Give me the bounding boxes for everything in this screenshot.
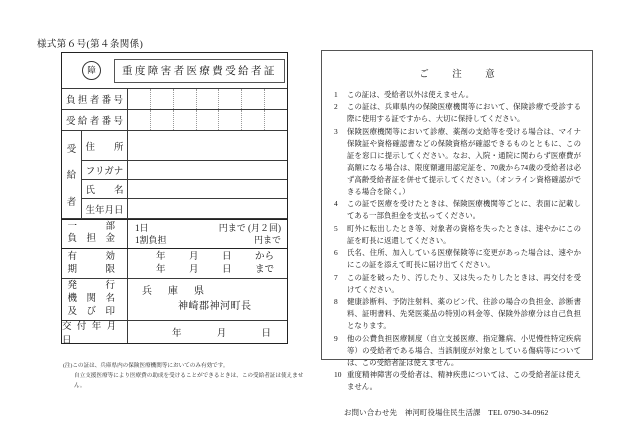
issue-date-value[interactable]: 年 月 日 (172, 329, 271, 339)
notice-item-number: 5 (334, 223, 338, 233)
issuer-mayor: 神崎郡神河町長 (178, 301, 252, 312)
notice-item (333, 223, 581, 247)
footnote-2: 自立支援医療等により医療費の助成を受けることができるときは、この受給者証は使えません。 (74, 372, 304, 389)
payer-number-value[interactable] (128, 89, 287, 109)
contact-info: お問い合わせ先 神河町役場住民生活課 TEL 0790-34-0962 (344, 408, 549, 418)
recipient-address-row (82, 131, 287, 161)
birthdate-label: 生年月日 (82, 199, 128, 218)
validity-to-row: 年 月 日 まで (156, 264, 274, 275)
issuer-value (128, 279, 287, 320)
notice-item-number: 1 (334, 90, 338, 99)
name-label: 氏 名 (82, 180, 128, 198)
copayment-row (62, 219, 287, 249)
name-value[interactable] (128, 180, 287, 198)
certificate-title: 重度障害者医療費受給者証 (114, 59, 285, 83)
notice-item-text: 保険医療機関等において診療、薬剤の支給等を受ける場合は、マイナ保険証や資格確認書などの保険資格が確認できるものとともに、この証を窓口に提示してください。なお、入院・通院に関わらず医療費が高額になる場合は、限度額適用認定証を、70歳から74歳の受給者は必ず高齢受給者証を併せて提示してください。（オンライン資格確認ができる場合を除く。） (347, 126, 581, 196)
issuer-label: 発 行 機 関 名 及 び 印 (62, 279, 128, 320)
copayment-label: 一 部 負 担 金 (62, 220, 128, 248)
address-value[interactable] (128, 131, 287, 160)
recipient-block (62, 131, 287, 219)
notice-item-number: 2 (334, 102, 338, 112)
grid-cell[interactable] (242, 89, 265, 109)
recipient-furigana-row (82, 161, 287, 180)
notice-item (333, 369, 581, 393)
grid-cell[interactable] (242, 110, 265, 130)
certificate-table (61, 52, 288, 344)
issue-date-row (62, 321, 287, 346)
grid-cell[interactable] (151, 89, 174, 109)
notice-item (333, 272, 581, 296)
grid-cell[interactable] (128, 110, 151, 130)
notice-item-text: この証は、兵庫県内の保険医療機関等において、保険診療で受診する際に使用する証ですから、大切に保持してください。 (347, 102, 581, 124)
notice-item (333, 126, 581, 198)
notice-item-text: 他の公費負担医療制度（自立支援医療、指定難病、小児慢性特定疾病等）の受給者である場合、当該制度が対象としている傷病等については、この受給者証は使えません。 (347, 333, 581, 367)
copayment-line-2: 1割負担 円まで (135, 235, 281, 245)
notice-item-number: 8 (334, 297, 338, 307)
footnote-1: (注)この証は、兵庫県内の保険医療機関等においてのみ有効です。 (63, 363, 229, 369)
issuer-prefecture: 兵 庫 県 (142, 286, 207, 297)
recipient-side-label: 受 給 者 (62, 131, 82, 218)
copayment-value[interactable] (128, 220, 287, 248)
copayment-line-1: 1日 円まで (月２回) (135, 222, 281, 233)
notice-item-number: 10 (334, 370, 342, 380)
notice-item-text: 重度精神障害の受給者は、精神疾患については、この受給者証は使えません。 (347, 370, 581, 392)
grid-cell[interactable] (265, 110, 287, 130)
recipient-number-label: 受 給 者 番 号 (62, 110, 128, 130)
notice-title: ご 注 意 (419, 70, 502, 80)
form-number: 様式第６号(第４条関係) (37, 40, 144, 50)
grid-cell[interactable] (197, 110, 220, 130)
grid-cell[interactable] (174, 110, 197, 130)
notice-item-number: 4 (334, 199, 338, 209)
notice-item-number: 9 (334, 333, 338, 343)
recipient-name-row (82, 180, 287, 199)
notice-item (333, 333, 581, 369)
validity-row (62, 249, 287, 279)
notice-item-text: 町外に転出したとき等、対象者の資格を失ったときは、速やかにこの証を町長に返還してください。 (347, 223, 581, 245)
validity-value[interactable] (128, 249, 296, 278)
recipient-fields (82, 131, 287, 218)
footnotes (63, 362, 313, 391)
notice-item-number: 7 (334, 272, 338, 282)
furigana-label: フリガナ (82, 161, 128, 179)
grid-cell[interactable] (219, 89, 242, 109)
payer-number-label: 負 担 者 番 号 (62, 89, 128, 109)
payer-number-grid (128, 89, 287, 109)
notice-item (333, 101, 581, 125)
notice-item-text: 健康診断料、予防注射料、薬のビン代、往診の場合の負担金、診断書料、証明書料、先発医薬品の特別の料金等、保険外診療分は自己負担となります。 (347, 297, 581, 331)
grid-cell[interactable] (174, 89, 197, 109)
notice-item-text: この証は、受給者以外は使えません。 (347, 90, 474, 99)
grid-cell[interactable] (151, 110, 174, 130)
grid-cell[interactable] (219, 110, 242, 130)
recipient-birthdate-row (82, 199, 287, 218)
notice-item-number: 6 (334, 248, 338, 258)
disability-mark-icon: 障 (82, 61, 101, 80)
validity-from-row: 年 月 日 から (156, 251, 274, 262)
birthdate-value[interactable] (128, 199, 287, 218)
grid-cell[interactable] (197, 89, 220, 109)
address-label: 住 所 (82, 131, 128, 160)
grid-cell[interactable] (128, 89, 151, 109)
notice-panel (321, 50, 593, 418)
issuer-row (62, 279, 287, 321)
recipient-number-value[interactable] (128, 110, 287, 130)
furigana-value[interactable] (128, 161, 287, 179)
grid-cell[interactable] (265, 89, 287, 109)
notice-item (333, 89, 581, 101)
notice-item-text: 氏名、住所、加入している医療保険等に変更があった場合は、速やかにこの証を添えて町長に届け出てください。 (347, 248, 581, 270)
notice-item-text: この証を破ったり、汚したり、又は失ったりしたときは、再交付を受けてください。 (347, 272, 581, 294)
notice-item-text: この証で医療を受けたときは、保険医療機関等ごとに、表面に記載してある一部負担金を支払ってください。 (347, 199, 581, 221)
notice-item (333, 296, 581, 332)
notice-item (333, 198, 581, 222)
recipient-number-grid (128, 110, 287, 130)
issue-date-label: 交 付 年 月 日 (62, 321, 128, 343)
recipient-number-row (62, 110, 287, 131)
notice-item-number: 3 (334, 126, 338, 136)
payer-number-row (62, 89, 287, 110)
certificate-title-row (62, 53, 287, 89)
notice-item (333, 247, 581, 271)
validity-label: 有 効 期 限 (62, 249, 128, 278)
